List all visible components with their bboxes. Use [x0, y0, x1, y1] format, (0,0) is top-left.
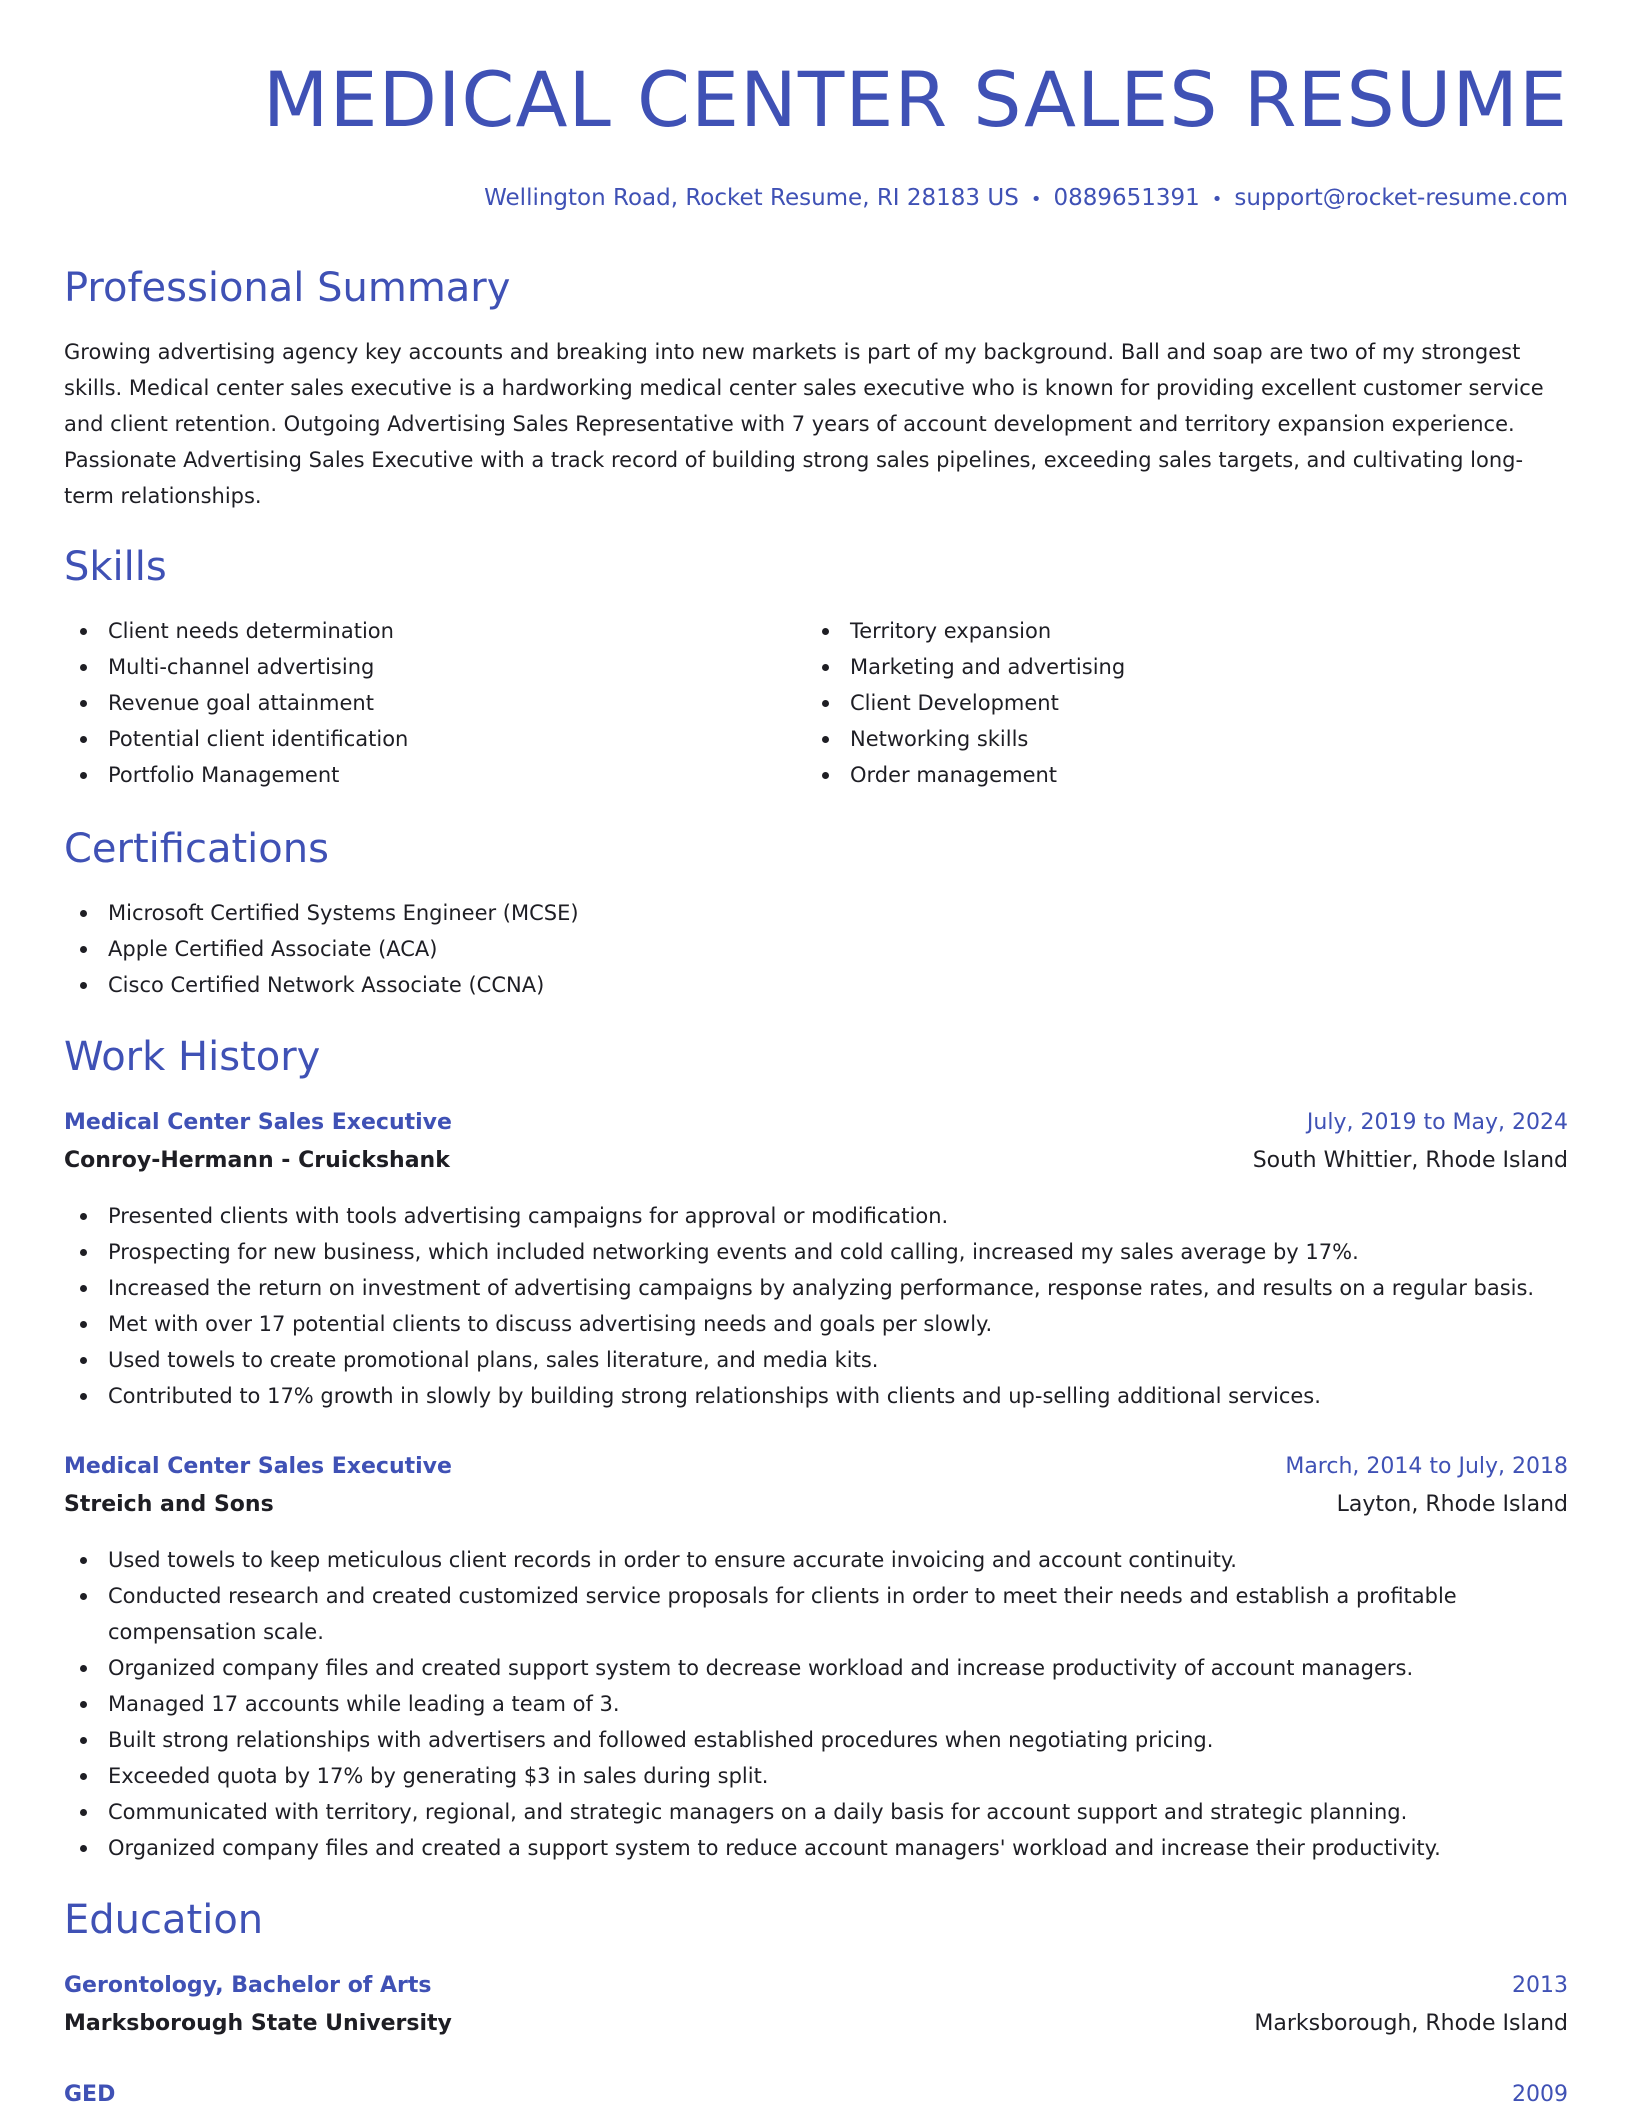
education-header-row	[64, 2078, 1568, 2112]
certification-item: Microsoft Certified Systems Engineer (MCSE)	[64, 895, 1568, 931]
job-bullet: Used towels to keep meticulous client records in order to ensure accurate invoicing and account continuity.	[64, 1542, 1568, 1578]
job-dates: March, 2014 to July, 2018	[1285, 1454, 1568, 1479]
skill-item: Territory expansion	[806, 613, 1506, 649]
education-location: Marksborough, Rhode Island	[1254, 2011, 1568, 2036]
contact-phone[interactable]: 0889651391	[1053, 185, 1200, 211]
resume-title: MEDICAL CENTER SALES RESUME	[262, 55, 1568, 144]
summary-heading: Professional Summary	[64, 265, 511, 311]
skill-item: Order management	[806, 757, 1506, 793]
skill-item: Marketing and advertising	[806, 649, 1506, 685]
job-bullet: Increased the return on investment of advertising campaigns by analyzing performance, response rates, and results on a regular basis.	[64, 1270, 1568, 1306]
education-year: 2013	[1512, 1973, 1568, 1998]
education-school-row	[64, 2007, 1568, 2041]
job-company: Streich and Sons	[64, 1492, 274, 1517]
education-year: 2009	[1512, 2082, 1568, 2107]
education-header-row	[64, 1969, 1568, 2003]
skill-item: Client Development	[806, 685, 1506, 721]
job-location: Layton, Rhode Island	[1336, 1492, 1568, 1517]
job-bullets	[64, 1542, 1568, 1866]
job-header-row	[64, 1106, 1568, 1140]
certifications-list	[64, 895, 1568, 1003]
job-role: Medical Center Sales Executive	[64, 1110, 452, 1135]
contact-line	[484, 184, 1568, 214]
skill-item: Portfolio Management	[64, 757, 764, 793]
job-company: Conroy-Hermann - Cruickshank	[64, 1148, 450, 1173]
job-bullet: Organized company files and created a support system to reduce account managers' workload and increase their productivity.	[64, 1830, 1568, 1866]
contact-email[interactable]: support@rocket-resume.com	[1234, 185, 1568, 211]
job-location: South Whittier, Rhode Island	[1252, 1148, 1568, 1173]
work-history-heading: Work History	[64, 1034, 321, 1080]
job-bullet: Prospecting for new business, which included networking events and cold calling, increased my sales average by 17%.	[64, 1234, 1568, 1270]
job-company-row	[64, 1488, 1568, 1522]
job-dates: July, 2019 to May, 2024	[1306, 1110, 1568, 1135]
certifications-heading: Certifications	[64, 826, 329, 872]
education-heading: Education	[64, 1897, 264, 1943]
certification-item: Apple Certified Associate (ACA)	[64, 931, 1568, 967]
job-bullet: Communicated with territory, regional, and strategic managers on a daily basis for account support and strategic planning.	[64, 1794, 1568, 1830]
job-bullet: Met with over 17 potential clients to discuss advertising needs and goals per slowly.	[64, 1306, 1568, 1342]
contact-separator: •	[1030, 189, 1042, 210]
skill-item: Networking skills	[806, 721, 1506, 757]
summary-text: Growing advertising agency key accounts and breaking into new markets is part of my background. Ball and soap are two of my strongest skills. Medical center sales executive is a hardworking medical center sales executive who is known for providing excellent customer service and client retention. Outgoing Advertising Sales Representative with 7 years of account development and territory expansion experience. Passionate Advertising Sales Executive with a track record of building strong sales pipelines, exceeding sales targets, and cultivating long-term relationships.	[64, 340, 1544, 508]
skill-item: Potential client identification	[64, 721, 764, 757]
job-bullet: Managed 17 accounts while leading a team of 3.	[64, 1686, 1568, 1722]
contact-address: Wellington Road, Rocket Resume, RI 28183 US	[484, 185, 1019, 211]
job-header-row	[64, 1450, 1568, 1484]
job-bullet: Used towels to create promotional plans, sales literature, and media kits.	[64, 1342, 1568, 1378]
job-bullet: Exceeded quota by 17% by generating $3 in sales during split.	[64, 1758, 1568, 1794]
contact-separator: •	[1211, 189, 1223, 210]
skill-item: Revenue goal attainment	[64, 685, 764, 721]
skills-list-left	[64, 613, 764, 793]
education-degree: GED	[64, 2082, 116, 2107]
job-bullet: Presented clients with tools advertising campaigns for approval or modification.	[64, 1198, 1568, 1234]
education-school: Marksborough State University	[64, 2011, 452, 2036]
job-bullet: Contributed to 17% growth in slowly by building strong relationships with clients and up-selling additional services.	[64, 1378, 1568, 1414]
job-bullets	[64, 1198, 1568, 1414]
job-role: Medical Center Sales Executive	[64, 1454, 452, 1479]
certification-item: Cisco Certified Network Associate (CCNA)	[64, 967, 1568, 1003]
skills-list-right	[806, 613, 1506, 793]
job-bullet: Organized company files and created support system to decrease workload and increase productivity of account managers.	[64, 1650, 1568, 1686]
skills-heading: Skills	[64, 544, 167, 590]
job-bullet: Built strong relationships with advertisers and followed established procedures when negotiating pricing.	[64, 1722, 1568, 1758]
skill-item: Multi-channel advertising	[64, 649, 764, 685]
education-degree: Gerontology, Bachelor of Arts	[64, 1973, 432, 1998]
job-bullet: Conducted research and created customized service proposals for clients in order to meet their needs and establish a profitable compensation scale.	[64, 1578, 1568, 1650]
job-company-row	[64, 1144, 1568, 1178]
skill-item: Client needs determination	[64, 613, 764, 649]
